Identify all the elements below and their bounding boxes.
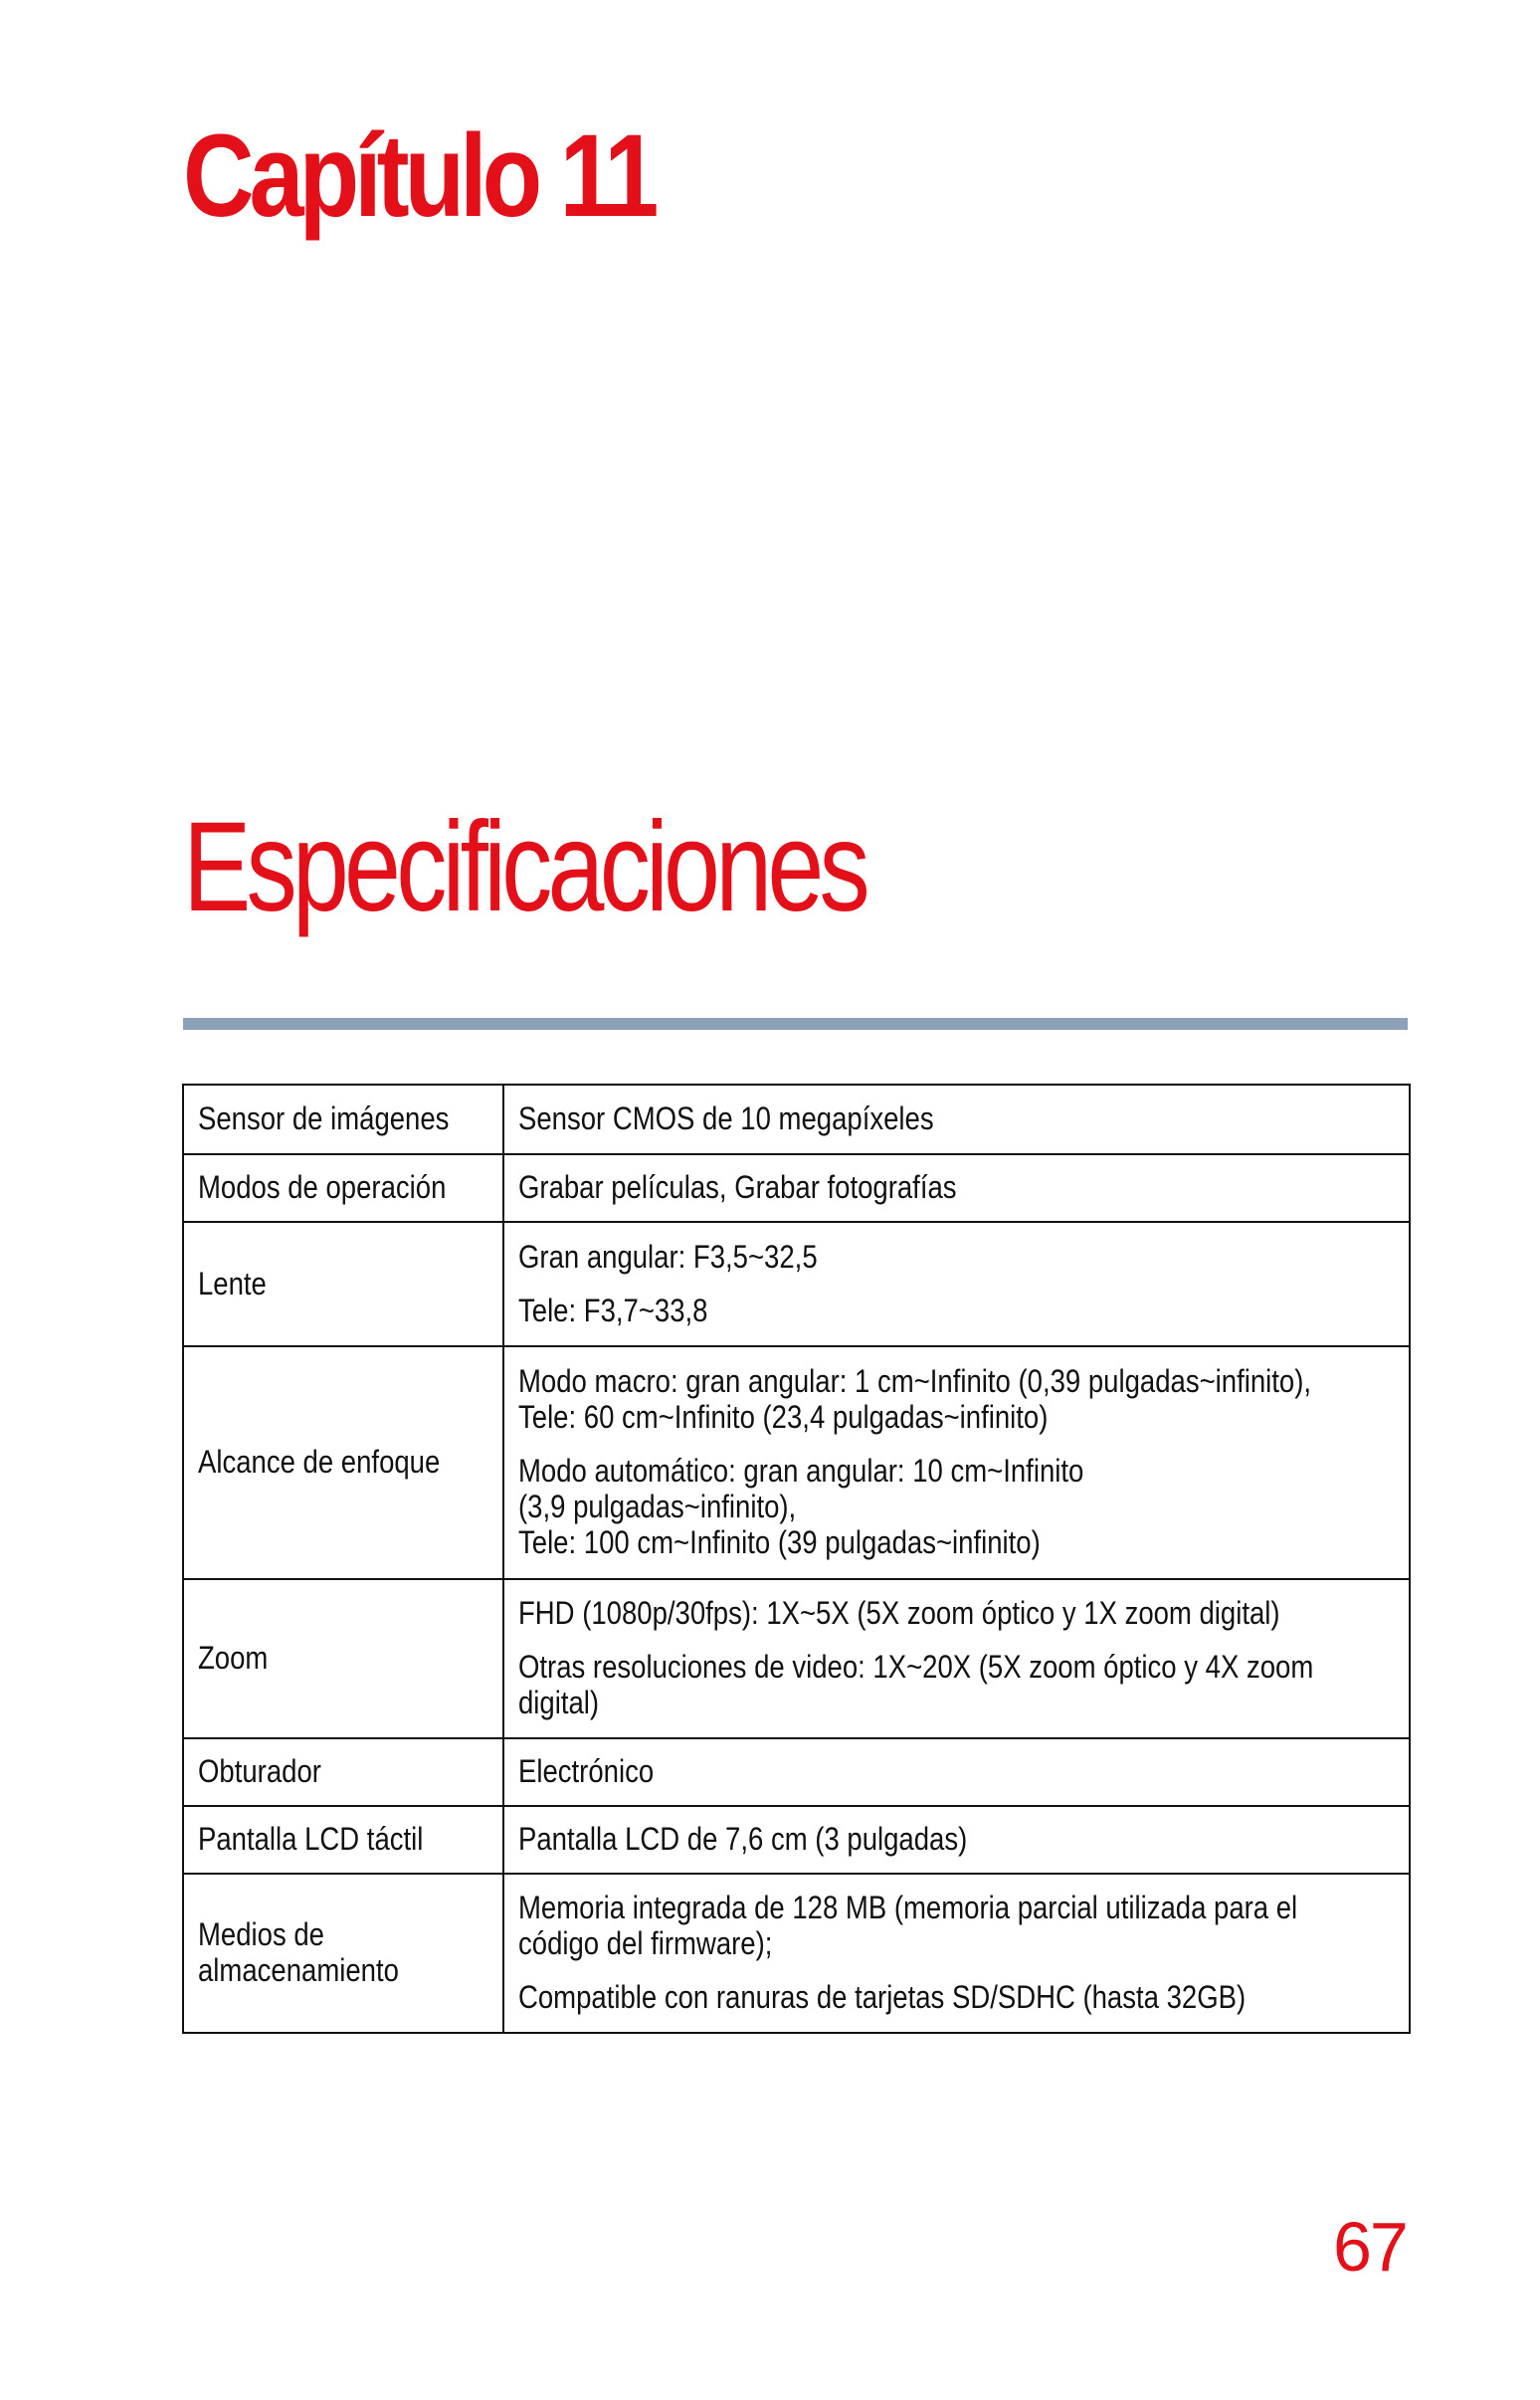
spec-label-cell — [183, 1874, 503, 2033]
spec-value-cell — [503, 1222, 1410, 1346]
spec-value: FHD (1080p/30fps): 1X~5X (5X zoom óptico y 1X zoom digital) — [518, 1595, 1280, 1632]
spec-label-cell — [183, 1346, 503, 1579]
spec-label: Alcance de enfoque — [198, 1444, 441, 1481]
table-row — [183, 1085, 1410, 1154]
table-row — [183, 1346, 1410, 1579]
section-divider — [183, 1018, 1408, 1030]
spec-value: Tele: F3,7~33,8 — [518, 1292, 708, 1328]
spec-value: Sensor CMOS de 10 megapíxeles — [518, 1100, 934, 1137]
spec-label: Obturador — [198, 1753, 321, 1790]
spec-label: Pantalla LCD táctil — [198, 1821, 424, 1858]
table-row — [183, 1874, 1410, 2033]
spec-label: Lente — [198, 1265, 267, 1301]
spec-value-cell — [503, 1738, 1410, 1806]
spec-value: Compatible con ranuras de tarjetas SD/SDHC (hasta 32GB) — [518, 1978, 1247, 2015]
spec-label: Modos de operación — [198, 1169, 447, 1206]
table-row — [183, 1154, 1410, 1222]
spec-value-cell — [503, 1579, 1410, 1738]
spec-value-cell — [503, 1154, 1410, 1222]
spec-value-cell — [503, 1085, 1410, 1154]
spec-label: Medios de almacenamiento — [198, 1916, 399, 1988]
section-title: Especificaciones — [183, 796, 866, 938]
spec-label-cell — [183, 1154, 503, 1222]
spec-label: Sensor de imágenes — [198, 1100, 450, 1137]
table-row — [183, 1222, 1410, 1346]
spec-label: Zoom — [198, 1640, 269, 1677]
table-row — [183, 1738, 1410, 1806]
spec-value: Modo automático: gran angular: 10 cm~Infinito (3,9 pulgadas~infinito), Tele: 100 cm~Infinito (39 pulgadas~infinito) — [518, 1453, 1084, 1560]
spec-value-cell — [503, 1806, 1410, 1874]
table-row — [183, 1806, 1410, 1874]
spec-label-cell — [183, 1085, 503, 1154]
spec-value: Electrónico — [518, 1753, 655, 1790]
spec-value: Gran angular: F3,5~32,5 — [518, 1238, 818, 1275]
chapter-heading: Capítulo 11 — [183, 110, 655, 242]
specifications-table — [182, 1084, 1411, 2034]
spec-label-cell — [183, 1222, 503, 1346]
spec-value: Pantalla LCD de 7,6 cm (3 pulgadas) — [518, 1821, 968, 1858]
spec-value: Modo macro: gran angular: 1 cm~Infinito (0,39 pulgadas~infinito), Tele: 60 cm~Infinito (23,4 pulgadas~infinito) — [518, 1363, 1312, 1436]
spec-value: Otras resoluciones de video: 1X~20X (5X zoom óptico y 4X zoom digital) — [518, 1649, 1314, 1720]
spec-value-cell — [503, 1874, 1410, 2033]
spec-value: Grabar películas, Grabar fotografías — [518, 1169, 957, 1206]
spec-value: Memoria integrada de 128 MB (memoria parcial utilizada para el código del firmware); — [518, 1890, 1298, 1962]
spec-label-cell — [183, 1738, 503, 1806]
page-number: 67 — [1333, 2208, 1407, 2286]
spec-label-cell — [183, 1806, 503, 1874]
table-row — [183, 1579, 1410, 1738]
spec-label-cell — [183, 1579, 503, 1738]
spec-value-cell — [503, 1346, 1410, 1579]
